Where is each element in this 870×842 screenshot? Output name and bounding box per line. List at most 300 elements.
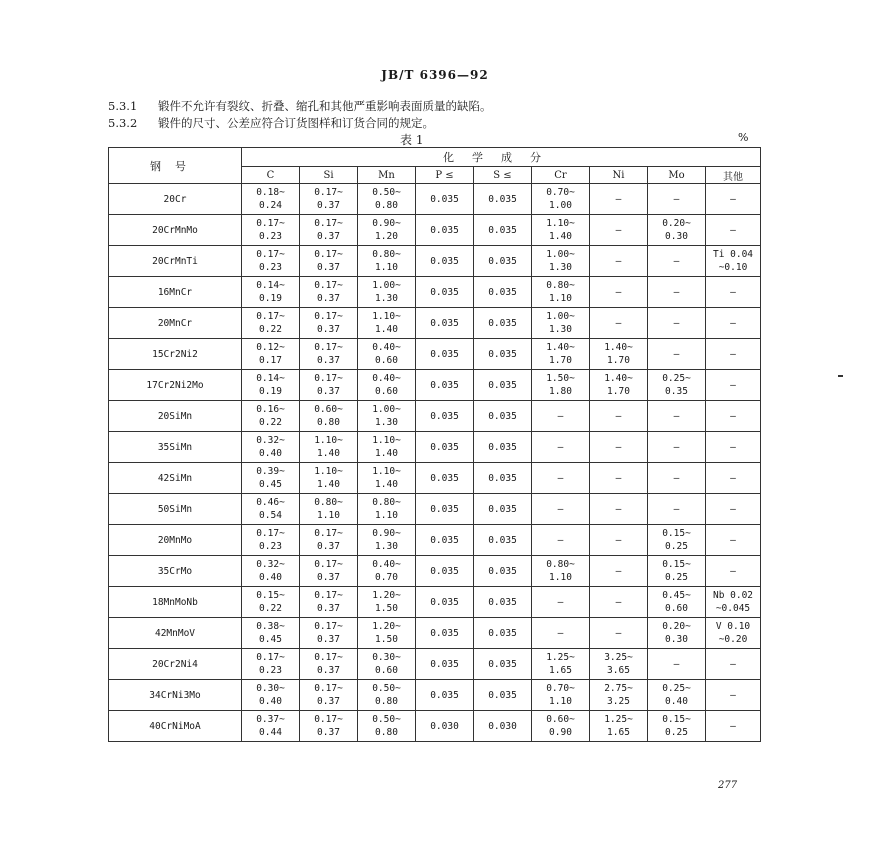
range-start: — <box>673 286 680 298</box>
value-cell-mo <box>648 649 706 680</box>
range-end: 0.30 <box>665 634 688 645</box>
steel-grade-cell: 35SiMn <box>109 432 242 463</box>
table-row <box>109 277 761 308</box>
value-cell-mo <box>648 401 706 432</box>
table-row <box>109 494 761 525</box>
value-cell-ni <box>590 215 648 246</box>
range-start: 0.30~ <box>256 683 285 694</box>
range-start: — <box>557 441 564 453</box>
table-title: 表 1 <box>400 133 424 147</box>
range-end: 0.45 <box>259 634 282 645</box>
value-cell-other <box>706 649 761 680</box>
range-start: 0.17~ <box>314 280 343 291</box>
value-cell-p: 0.035 <box>416 308 474 339</box>
value-cell-p: 0.035 <box>416 556 474 587</box>
table-row <box>109 680 761 711</box>
value-cell-ni <box>590 339 648 370</box>
value-cell-ni <box>590 184 648 215</box>
value-cell-si <box>300 184 358 215</box>
range-end: 0.23 <box>259 262 282 273</box>
value-cell-other <box>706 432 761 463</box>
range-start: — <box>730 410 736 422</box>
range-end: 0.23 <box>259 541 282 552</box>
range-start: 0.50~ <box>372 187 401 198</box>
value-cell-mn <box>358 308 416 339</box>
range-end: 0.37 <box>317 355 340 366</box>
range-end: 1.65 <box>549 665 572 676</box>
range-end: 0.60 <box>375 355 398 366</box>
range-end: 0.37 <box>317 665 340 676</box>
value-cell-cr <box>532 432 590 463</box>
table-row <box>109 184 761 215</box>
value-cell-cr <box>532 556 590 587</box>
value-cell-si <box>300 277 358 308</box>
value-cell-mn <box>358 649 416 680</box>
range-end: 0.37 <box>317 603 340 614</box>
value-cell-cr <box>532 277 590 308</box>
range-start: 0.17~ <box>314 218 343 229</box>
value-cell-cr <box>532 184 590 215</box>
steel-grade-cell: 20Cr2Ni4 <box>109 649 242 680</box>
range-start: 1.10~ <box>314 435 343 446</box>
range-start: 0.80~ <box>314 497 343 508</box>
grade-header: 钢号 <box>109 148 242 184</box>
range-start: — <box>673 472 680 484</box>
value-cell-other <box>706 711 761 742</box>
range-start: — <box>673 348 680 360</box>
value-cell-si <box>300 246 358 277</box>
column-header: Mo <box>648 167 706 184</box>
steel-grade-cell: 40CrNiMoA <box>109 711 242 742</box>
range-end: 0.25 <box>665 727 688 738</box>
column-header: Ni <box>590 167 648 184</box>
value-cell-s: 0.035 <box>474 680 532 711</box>
range-end: ~0.045 <box>715 603 751 614</box>
column-header: Mn <box>358 167 416 184</box>
range-start: 1.10~ <box>372 311 401 322</box>
range-start: 1.00~ <box>546 249 575 260</box>
value-cell-s: 0.035 <box>474 463 532 494</box>
range-end: 3.65 <box>607 665 630 676</box>
range-end: 0.70 <box>375 572 398 583</box>
chemical-composition-table <box>108 147 760 742</box>
range-start: — <box>730 658 736 670</box>
range-end: 1.40 <box>375 479 398 490</box>
value-cell-mo <box>648 370 706 401</box>
range-end: 1.40 <box>375 324 398 335</box>
range-start: 1.00~ <box>372 280 401 291</box>
range-start: 0.17~ <box>256 528 285 539</box>
range-start: — <box>615 255 622 267</box>
value-cell-p: 0.035 <box>416 494 474 525</box>
range-start: 0.90~ <box>372 528 401 539</box>
range-start: — <box>615 627 622 639</box>
range-end: 1.00 <box>549 200 572 211</box>
steel-grade-cell: 20CrMnTi <box>109 246 242 277</box>
table-unit: % <box>738 131 749 144</box>
range-start: 1.40~ <box>546 342 575 353</box>
range-start: — <box>730 286 736 298</box>
range-end: 1.50 <box>375 603 398 614</box>
range-end: 0.60 <box>665 603 688 614</box>
value-cell-other <box>706 339 761 370</box>
steel-grade-cell: 20SiMn <box>109 401 242 432</box>
range-start: 0.17~ <box>314 373 343 384</box>
column-header: Cr <box>532 167 590 184</box>
range-start: 1.10~ <box>314 466 343 477</box>
range-end: 0.37 <box>317 572 340 583</box>
range-start: 1.20~ <box>372 590 401 601</box>
range-end: 0.25 <box>665 572 688 583</box>
range-start: 0.17~ <box>256 652 285 663</box>
clause-number: 5.3.2 <box>108 116 138 130</box>
value-cell-mn <box>358 587 416 618</box>
range-end: 0.17 <box>259 355 282 366</box>
range-end: 1.30 <box>549 262 572 273</box>
value-cell-mn <box>358 463 416 494</box>
range-end: 1.65 <box>607 727 630 738</box>
range-end: 1.10 <box>375 262 398 273</box>
range-start: 0.15~ <box>256 590 285 601</box>
range-end: 1.50 <box>375 634 398 645</box>
value-cell-s: 0.035 <box>474 246 532 277</box>
range-start: — <box>730 224 736 236</box>
value-cell-si <box>300 401 358 432</box>
value-cell-cr <box>532 370 590 401</box>
range-end: 0.25 <box>665 541 688 552</box>
value-cell-si <box>300 308 358 339</box>
range-end: 1.10 <box>549 696 572 707</box>
range-end: 0.23 <box>259 231 282 242</box>
value-cell-c <box>242 680 300 711</box>
value-cell-other <box>706 401 761 432</box>
range-start: 0.80~ <box>546 559 575 570</box>
range-start: — <box>673 658 680 670</box>
steel-grade-cell: 34CrNi3Mo <box>109 680 242 711</box>
range-end: 0.37 <box>317 231 340 242</box>
value-cell-si <box>300 649 358 680</box>
value-cell-c <box>242 277 300 308</box>
range-end: 0.19 <box>259 386 282 397</box>
value-cell-other <box>706 308 761 339</box>
value-cell-p: 0.035 <box>416 277 474 308</box>
range-end: 1.10 <box>549 293 572 304</box>
value-cell-mn <box>358 680 416 711</box>
range-start: 0.40~ <box>372 342 401 353</box>
range-start: 0.70~ <box>546 683 575 694</box>
range-start: 0.17~ <box>256 311 285 322</box>
range-start: 0.17~ <box>314 714 343 725</box>
value-cell-mo <box>648 246 706 277</box>
value-cell-c <box>242 463 300 494</box>
range-end: 0.37 <box>317 293 340 304</box>
value-cell-mo <box>648 308 706 339</box>
standard-number: JB/T 6396—92 <box>381 68 489 82</box>
range-start: 0.17~ <box>314 249 343 260</box>
range-end: 0.35 <box>665 386 688 397</box>
range-start: 0.12~ <box>256 342 285 353</box>
range-start: — <box>730 317 736 329</box>
value-cell-other <box>706 525 761 556</box>
value-cell-s: 0.035 <box>474 339 532 370</box>
value-cell-c <box>242 494 300 525</box>
range-end: ~0.20 <box>718 634 748 645</box>
value-cell-c <box>242 184 300 215</box>
range-start: — <box>615 441 622 453</box>
range-start: 0.45~ <box>662 590 691 601</box>
value-cell-mo <box>648 525 706 556</box>
value-cell-ni <box>590 556 648 587</box>
value-cell-other <box>706 184 761 215</box>
value-cell-si <box>300 494 358 525</box>
table-row <box>109 401 761 432</box>
range-end: 1.20 <box>375 231 398 242</box>
range-end: 0.37 <box>317 696 340 707</box>
value-cell-cr <box>532 308 590 339</box>
clause-5-3-2 <box>108 115 434 131</box>
range-start: — <box>615 565 622 577</box>
range-start: 0.17~ <box>314 652 343 663</box>
range-start: — <box>557 410 564 422</box>
steel-grade-cell: 16MnCr <box>109 277 242 308</box>
value-cell-si <box>300 432 358 463</box>
range-start: 3.25~ <box>604 652 633 663</box>
value-cell-p: 0.030 <box>416 711 474 742</box>
value-cell-c <box>242 711 300 742</box>
range-end: 1.30 <box>375 541 398 552</box>
range-end: 1.30 <box>375 417 398 428</box>
range-end: 0.40 <box>665 696 688 707</box>
clause-text: 锻件的尺寸、公差应符合订货图样和订货合同的规定。 <box>158 116 434 130</box>
value-cell-ni <box>590 308 648 339</box>
value-cell-mo <box>648 277 706 308</box>
range-start: — <box>730 379 736 391</box>
table-row <box>109 463 761 494</box>
range-start: — <box>615 596 622 608</box>
steel-grade-cell: 18MnMoNb <box>109 587 242 618</box>
value-cell-other <box>706 587 761 618</box>
value-cell-p: 0.035 <box>416 618 474 649</box>
value-cell-mo <box>648 463 706 494</box>
range-start: — <box>615 224 622 236</box>
value-cell-c <box>242 618 300 649</box>
steel-grade-cell: 50SiMn <box>109 494 242 525</box>
range-start: 0.20~ <box>662 621 691 632</box>
value-cell-cr <box>532 618 590 649</box>
value-cell-mo <box>648 215 706 246</box>
value-cell-s: 0.035 <box>474 587 532 618</box>
value-cell-c <box>242 587 300 618</box>
value-cell-c <box>242 308 300 339</box>
value-cell-mo <box>648 432 706 463</box>
range-start: 0.46~ <box>256 497 285 508</box>
value-cell-other <box>706 215 761 246</box>
value-cell-p: 0.035 <box>416 680 474 711</box>
range-start: — <box>673 255 680 267</box>
value-cell-si <box>300 556 358 587</box>
range-start: 0.39~ <box>256 466 285 477</box>
range-end: 0.80 <box>317 417 340 428</box>
range-start: 0.25~ <box>662 373 691 384</box>
table-row <box>109 215 761 246</box>
value-cell-s: 0.030 <box>474 711 532 742</box>
value-cell-other <box>706 370 761 401</box>
value-cell-s: 0.035 <box>474 215 532 246</box>
steel-grade-cell: 17Cr2Ni2Mo <box>109 370 242 401</box>
value-cell-mn <box>358 711 416 742</box>
range-start: 0.38~ <box>256 621 285 632</box>
value-cell-ni <box>590 587 648 618</box>
steel-grade-cell: 20CrMnMo <box>109 215 242 246</box>
range-end: 0.30 <box>665 231 688 242</box>
steel-grade-cell: 20MnCr <box>109 308 242 339</box>
value-cell-other <box>706 556 761 587</box>
range-start: 1.50~ <box>546 373 575 384</box>
range-end: 0.40 <box>259 696 282 707</box>
value-cell-p: 0.035 <box>416 525 474 556</box>
value-cell-si <box>300 215 358 246</box>
range-start: 0.17~ <box>314 683 343 694</box>
range-end: 0.22 <box>259 417 282 428</box>
value-cell-s: 0.035 <box>474 525 532 556</box>
table-row <box>109 711 761 742</box>
value-cell-si <box>300 711 358 742</box>
range-start: 0.25~ <box>662 683 691 694</box>
range-start: 0.32~ <box>256 559 285 570</box>
range-start: 1.25~ <box>546 652 575 663</box>
range-end: 0.44 <box>259 727 282 738</box>
range-start: — <box>615 410 622 422</box>
value-cell-mn <box>358 401 416 432</box>
range-end: 0.37 <box>317 324 340 335</box>
column-header: 其他 <box>706 167 761 184</box>
value-cell-other <box>706 618 761 649</box>
range-start: — <box>730 503 736 515</box>
range-end: 1.40 <box>375 448 398 459</box>
range-start: — <box>615 286 622 298</box>
range-start: 2.75~ <box>604 683 633 694</box>
range-start: 0.80~ <box>372 497 401 508</box>
range-start: 0.80~ <box>546 280 575 291</box>
range-start: 0.40~ <box>372 559 401 570</box>
range-start: 0.18~ <box>256 187 285 198</box>
value-cell-ni <box>590 432 648 463</box>
table-row <box>109 432 761 463</box>
value-cell-p: 0.035 <box>416 401 474 432</box>
range-start: 1.10~ <box>546 218 575 229</box>
value-cell-ni <box>590 370 648 401</box>
value-cell-mn <box>358 184 416 215</box>
range-start: 0.50~ <box>372 714 401 725</box>
steel-grade-cell: 35CrMo <box>109 556 242 587</box>
range-start: — <box>615 534 622 546</box>
value-cell-c <box>242 556 300 587</box>
range-end: 0.90 <box>549 727 572 738</box>
scan-mark <box>838 375 843 377</box>
value-cell-ni <box>590 463 648 494</box>
value-cell-other <box>706 246 761 277</box>
table-row <box>109 525 761 556</box>
range-start: 1.25~ <box>604 714 633 725</box>
value-cell-mo <box>648 711 706 742</box>
range-start: 0.50~ <box>372 683 401 694</box>
value-cell-mo <box>648 618 706 649</box>
value-cell-cr <box>532 711 590 742</box>
value-cell-mn <box>358 556 416 587</box>
steel-grade-cell: 20Cr <box>109 184 242 215</box>
range-end: 1.10 <box>375 510 398 521</box>
column-header: S ≤ <box>474 167 532 184</box>
table-row <box>109 246 761 277</box>
value-cell-ni <box>590 277 648 308</box>
column-header: Si <box>300 167 358 184</box>
range-start: — <box>615 193 622 205</box>
range-start: 0.14~ <box>256 280 285 291</box>
value-cell-s: 0.035 <box>474 649 532 680</box>
value-cell-mo <box>648 556 706 587</box>
value-cell-c <box>242 525 300 556</box>
range-end: 1.30 <box>549 324 572 335</box>
value-cell-other <box>706 277 761 308</box>
range-start: — <box>615 503 622 515</box>
value-cell-ni <box>590 401 648 432</box>
value-cell-mo <box>648 494 706 525</box>
range-start: — <box>730 441 736 453</box>
range-end: 0.54 <box>259 510 282 521</box>
value-cell-s: 0.035 <box>474 618 532 649</box>
range-start: — <box>730 720 736 732</box>
value-cell-s: 0.035 <box>474 277 532 308</box>
column-header: P ≤ <box>416 167 474 184</box>
value-cell-si <box>300 463 358 494</box>
value-cell-cr <box>532 649 590 680</box>
value-cell-c <box>242 401 300 432</box>
range-end: 0.80 <box>375 727 398 738</box>
range-end: 0.24 <box>259 200 282 211</box>
steel-grade-cell: 42MnMoV <box>109 618 242 649</box>
range-end: 1.70 <box>607 355 630 366</box>
range-start: — <box>673 193 680 205</box>
value-cell-cr <box>532 401 590 432</box>
value-cell-ni <box>590 618 648 649</box>
range-start: — <box>730 565 736 577</box>
value-cell-other <box>706 680 761 711</box>
steel-grade-cell: 42SiMn <box>109 463 242 494</box>
value-cell-mn <box>358 618 416 649</box>
range-end: 1.70 <box>549 355 572 366</box>
steel-grade-cell: 20MnMo <box>109 525 242 556</box>
range-start: 0.17~ <box>256 249 285 260</box>
composition-group-header: 化学成分 <box>242 148 761 167</box>
value-cell-mn <box>358 215 416 246</box>
range-end: 0.22 <box>259 603 282 614</box>
value-cell-s: 0.035 <box>474 432 532 463</box>
range-start: — <box>557 503 564 515</box>
range-start: — <box>730 689 736 701</box>
value-cell-c <box>242 370 300 401</box>
range-start: 0.17~ <box>314 342 343 353</box>
table-row <box>109 308 761 339</box>
value-cell-mn <box>358 525 416 556</box>
range-start: 0.90~ <box>372 218 401 229</box>
range-end: 0.23 <box>259 665 282 676</box>
range-end: 0.22 <box>259 324 282 335</box>
value-cell-ni <box>590 680 648 711</box>
range-start: 0.17~ <box>314 590 343 601</box>
range-end: 1.80 <box>549 386 572 397</box>
range-end: 0.40 <box>259 448 282 459</box>
value-cell-cr <box>532 339 590 370</box>
